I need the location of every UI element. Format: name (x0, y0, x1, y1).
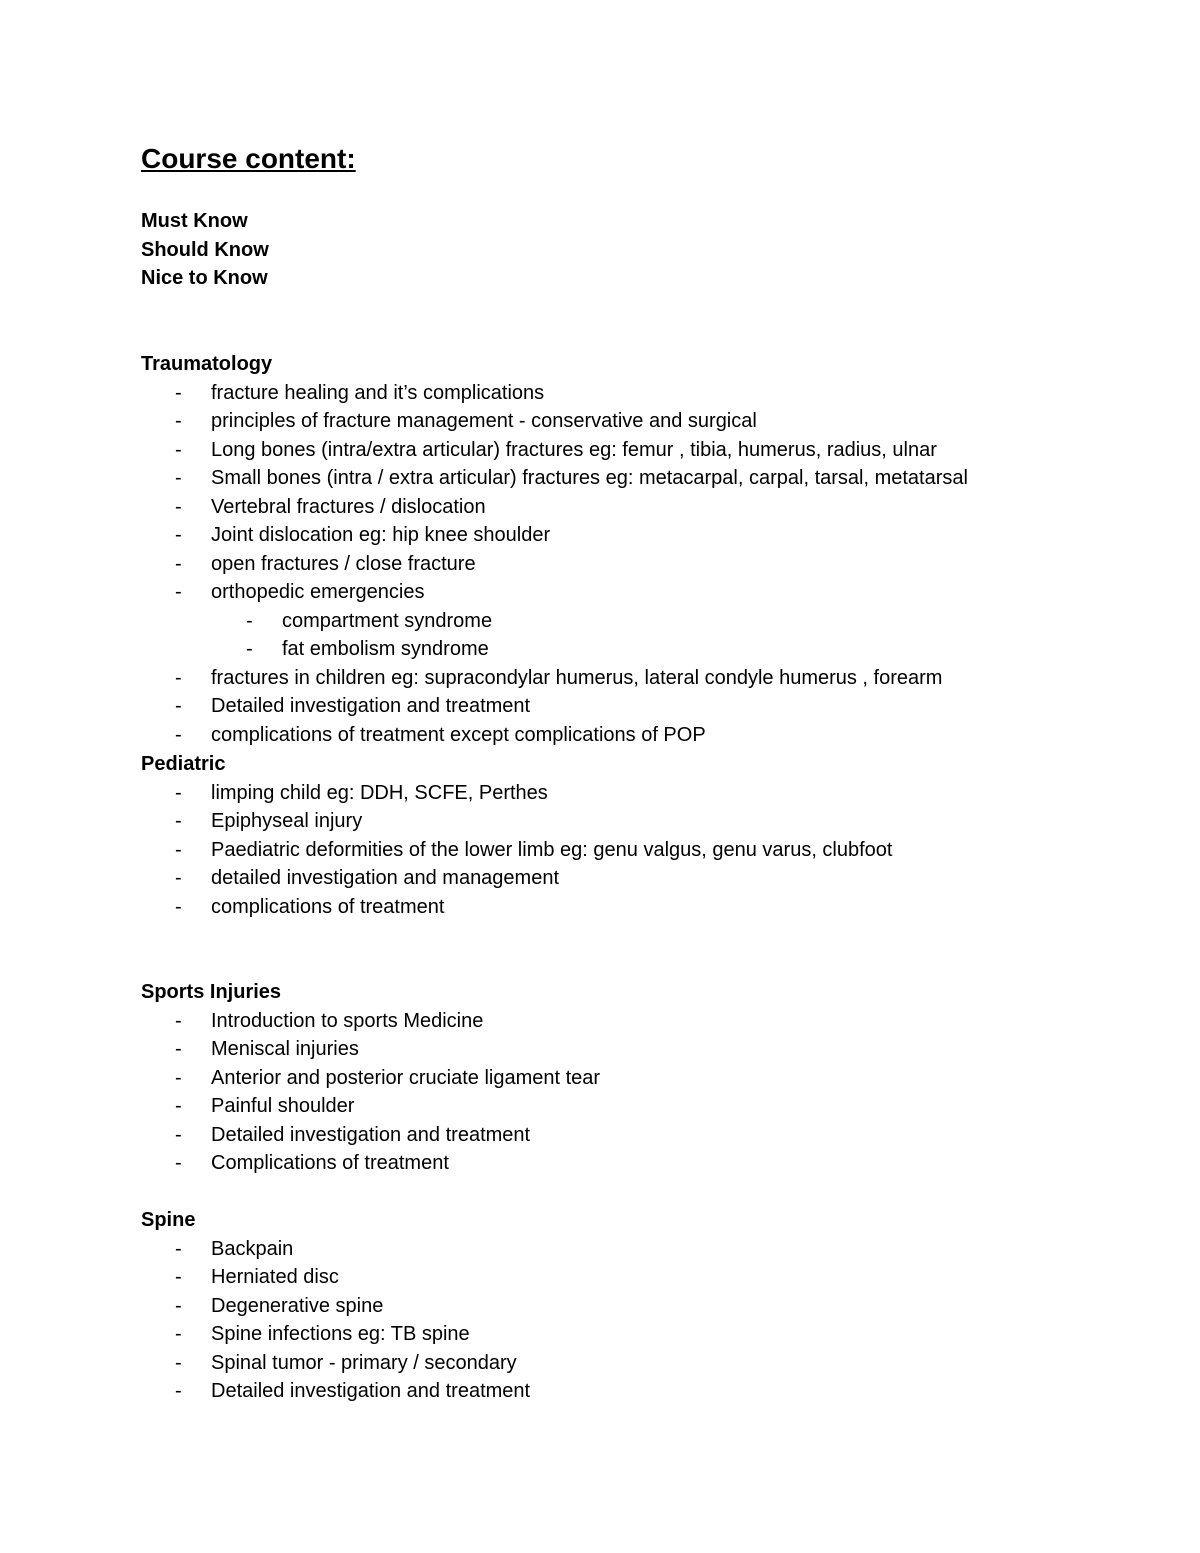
list-item (141, 436, 1141, 465)
list-item (141, 407, 1141, 436)
bullet-dash: - (246, 638, 253, 660)
bullet-dash: - (175, 1066, 182, 1089)
bullet-dash: - (175, 1323, 182, 1345)
list-item (141, 1292, 1141, 1321)
list-item-text: Meniscal injuries (211, 1038, 359, 1060)
topic-list (141, 1007, 1141, 1178)
list-item (141, 578, 1141, 607)
legend-nice-to-know: Nice to Know (141, 267, 268, 289)
bullet-dash: - (175, 1351, 182, 1374)
bullet-dash: - (175, 867, 182, 889)
list-item (141, 1035, 1141, 1064)
list-item (141, 807, 1141, 836)
bullet-dash: - (175, 1294, 182, 1317)
list-item-text: Detailed investigation and treatment (211, 695, 531, 717)
list-item-text: Detailed investigation and treatment (211, 1380, 531, 1402)
list-item (141, 1064, 1141, 1093)
bullet-dash: - (175, 695, 182, 717)
list-item-text: Joint dislocation eg: hip knee shoulder (211, 524, 551, 546)
list-item (141, 1149, 1141, 1178)
list-item-text: complications of treatment except complications of POP (211, 723, 706, 746)
list-item-text: fat embolism syndrome (282, 638, 489, 660)
bullet-dash: - (175, 381, 182, 404)
list-item-text: Anterior and posterior cruciate ligament tear (211, 1066, 601, 1089)
bullet-dash: - (175, 410, 182, 432)
list-item (141, 379, 1141, 408)
bullet-dash: - (175, 1152, 182, 1174)
bullet-dash: - (175, 581, 182, 603)
bullet-dash: - (175, 723, 182, 746)
priority-legend (141, 207, 269, 293)
list-item (141, 1007, 1141, 1036)
list-item-text: fracture healing and it’s complications (211, 381, 545, 404)
bullet-dash: - (175, 781, 182, 804)
bullet-dash: - (175, 1038, 182, 1060)
list-item (141, 779, 1141, 808)
list-item-text: compartment syndrome (282, 609, 493, 632)
list-item-text: fractures in children eg: supracondylar humerus, lateral condyle humerus , forearm (211, 666, 943, 689)
bullet-dash: - (175, 495, 182, 518)
section-heading: Spine (141, 1209, 196, 1231)
bullet-dash: - (175, 1237, 182, 1260)
list-item (141, 864, 1141, 893)
sub-list-item (141, 607, 1141, 636)
topic-list (141, 779, 1141, 922)
list-item-text: Complications of treatment (211, 1152, 449, 1174)
section-spine (141, 1206, 1141, 1406)
list-item (141, 464, 1141, 493)
legend-should-know: Should Know (141, 238, 269, 261)
bullet-dash: - (175, 1266, 182, 1288)
list-item (141, 1092, 1141, 1121)
section-heading: Pediatric (141, 753, 226, 775)
list-item (141, 1121, 1141, 1150)
bullet-dash: - (175, 438, 182, 461)
list-item-text: Painful shoulder (211, 1095, 355, 1117)
bullet-dash: - (175, 552, 182, 575)
list-item-text: Degenerative spine (211, 1294, 384, 1317)
list-item (141, 692, 1141, 721)
list-item-text: open fractures / close fracture (211, 552, 476, 575)
list-item (141, 721, 1141, 750)
bullet-dash: - (175, 1123, 182, 1146)
bullet-dash: - (175, 1095, 182, 1117)
bullet-dash: - (175, 838, 182, 861)
bullet-dash: - (246, 609, 253, 632)
bullet-dash: - (175, 524, 182, 546)
list-item (141, 664, 1141, 693)
list-item-text: limping child eg: DDH, SCFE, Perthes (211, 781, 548, 804)
list-item-text: Epiphyseal injury (211, 810, 363, 832)
bullet-dash: - (175, 810, 182, 832)
topic-list (141, 379, 1141, 750)
bullet-dash: - (175, 467, 182, 489)
list-item-text: Spine infections eg: TB spine (211, 1323, 470, 1345)
list-item-text: Vertebral fractures / dislocation (211, 495, 486, 518)
bullet-dash: - (175, 895, 182, 918)
bullet-dash: - (175, 666, 182, 689)
list-item (141, 836, 1141, 865)
sub-list-item (141, 635, 1141, 664)
bullet-dash: - (175, 1380, 182, 1402)
list-item (141, 1377, 1141, 1406)
list-item (141, 493, 1141, 522)
list-item-text: Paediatric deformities of the lower limb eg: genu valgus, genu varus, clubfoot (211, 838, 893, 861)
list-item (141, 1320, 1141, 1349)
topic-list (141, 1235, 1141, 1406)
list-item-text: orthopedic emergencies (211, 581, 425, 603)
list-item-text: Herniated disc (211, 1266, 339, 1288)
list-item (141, 550, 1141, 579)
section-pediatric (141, 750, 1141, 921)
list-item (141, 893, 1141, 922)
section-heading: Sports Injuries (141, 981, 282, 1003)
list-item (141, 1235, 1141, 1264)
page-title: Course content: (141, 143, 356, 174)
list-item-text: complications of treatment (211, 895, 445, 918)
section-sports-injuries (141, 978, 1141, 1178)
list-item-text: Detailed investigation and treatment (211, 1123, 531, 1146)
list-item-text: Long bones (intra/extra articular) fractures eg: femur , tibia, humerus, radius, ulnar (211, 438, 937, 461)
list-item (141, 521, 1141, 550)
section-heading: Traumatology (141, 353, 273, 375)
list-item-text: Spinal tumor - primary / secondary (211, 1351, 517, 1374)
list-item (141, 1349, 1141, 1378)
list-item (141, 1263, 1141, 1292)
list-item-text: Small bones (intra / extra articular) fractures eg: metacarpal, carpal, tarsal, metatarsal (211, 467, 968, 489)
list-item-text: Introduction to sports Medicine (211, 1009, 484, 1032)
list-item-text: principles of fracture management - conservative and surgical (211, 410, 757, 432)
legend-must-know: Must Know (141, 210, 248, 232)
section-traumatology (141, 350, 1141, 749)
list-item-text: detailed investigation and management (211, 867, 560, 889)
bullet-dash: - (175, 1009, 182, 1032)
list-item-text: Backpain (211, 1237, 294, 1260)
